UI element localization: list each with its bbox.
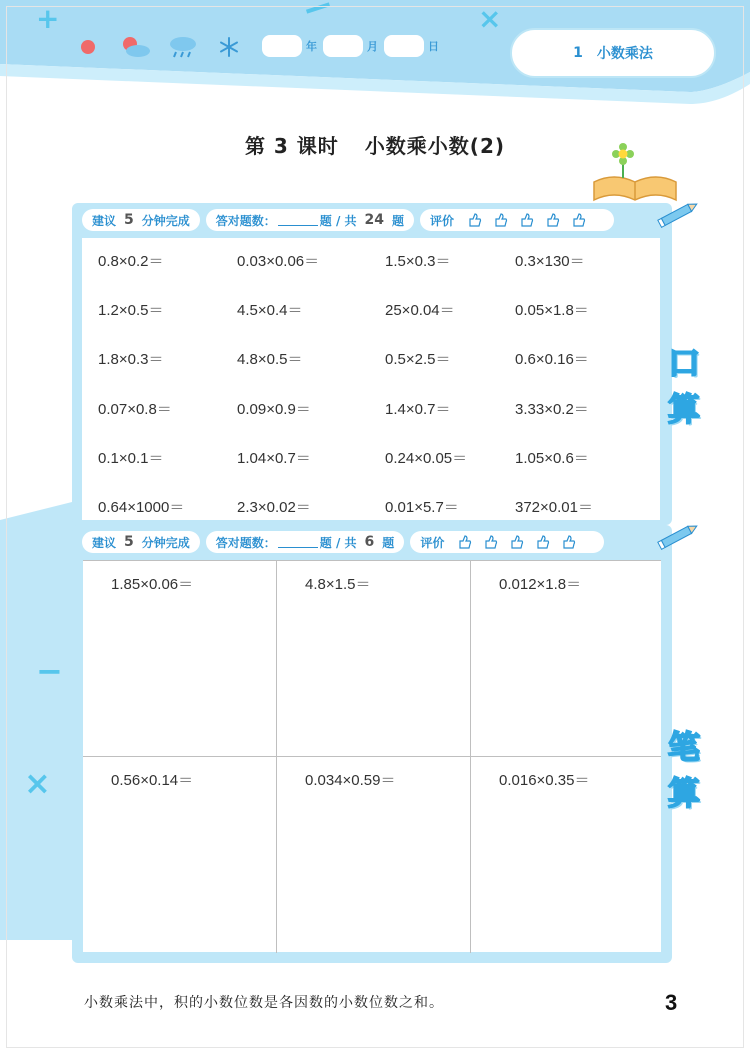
day-input[interactable] [384, 35, 424, 57]
oral-problem: 0.03×0.06＝ [237, 253, 320, 270]
oral-problem: 372×0.01＝ [515, 499, 593, 516]
written-problem-cell[interactable] [277, 757, 471, 953]
date-fields [262, 35, 445, 57]
score-field [206, 209, 414, 231]
total-prefix: 题 / 共 [319, 213, 357, 228]
pencil-icon [655, 198, 705, 228]
lesson-title: 小数乘小数(2) [364, 134, 506, 158]
total-suffix: 题 [382, 535, 395, 550]
rating-field [410, 531, 604, 553]
written-problem-cell[interactable] [83, 757, 277, 953]
suggested-time [82, 531, 200, 553]
thumbs-up-icon[interactable] [561, 534, 577, 550]
oral-problem: 0.64×1000＝ [98, 499, 185, 516]
thumbs-up-icon[interactable] [535, 534, 551, 550]
written-side-label-1: 笔 [668, 728, 701, 766]
written-problem: 0.034×0.59＝ [305, 772, 396, 789]
rating-label: 评价 [430, 213, 455, 228]
thumbs-up-icon[interactable] [545, 212, 561, 228]
oral-problem: 0.01×5.7＝ [385, 499, 459, 516]
year-label: 年 [306, 40, 317, 53]
oral-side-label-1: 口 [668, 344, 701, 382]
year-input[interactable] [262, 35, 302, 57]
oral-problem: 0.07×0.8＝ [98, 401, 172, 418]
oral-side-label-2: 算 [668, 390, 701, 428]
thumbs-up-icon[interactable] [519, 212, 535, 228]
summary-note: 小数乘法中，积的小数位数是各因数的小数位数之和。 [84, 995, 444, 1011]
thumbs-up-icon[interactable] [493, 212, 509, 228]
answered-label: 答对题数： [215, 213, 276, 228]
unit-title: 小数乘法 [596, 46, 653, 62]
month-label: 月 [367, 40, 378, 53]
sun-cloud-icon [118, 35, 152, 59]
oral-problem: 1.5×0.3＝ [385, 253, 451, 270]
oral-problem: 4.8×0.5＝ [237, 351, 303, 368]
answered-count-input[interactable] [278, 536, 318, 548]
rating-field [420, 209, 614, 231]
score-field [206, 531, 405, 553]
oral-problem: 1.2×0.5＝ [98, 302, 164, 319]
written-problem-cell[interactable] [471, 757, 661, 953]
oral-problem: 1.8×0.3＝ [98, 351, 164, 368]
minutes-value: 5 [124, 212, 134, 228]
total-count: 24 [364, 212, 385, 228]
suggest-label: 建议 [92, 213, 117, 228]
plus-decoration-icon: + [36, 2, 60, 35]
suggest-label: 建议 [92, 535, 117, 550]
snowflake-icon [218, 35, 240, 59]
written-problem: 1.85×0.06＝ [111, 576, 194, 593]
written-problem: 0.016×0.35＝ [499, 772, 590, 789]
rating-thumbs [462, 212, 592, 228]
rating-label: 评价 [420, 535, 445, 550]
oral-problem: 0.1×0.1＝ [98, 450, 164, 467]
oral-problem: 4.5×0.4＝ [237, 302, 303, 319]
suggested-time [82, 209, 200, 231]
oral-problem: 0.5×2.5＝ [385, 351, 451, 368]
total-count: 6 [364, 534, 375, 550]
oral-problem: 2.3×0.02＝ [237, 499, 311, 516]
thumbs-up-icon[interactable] [571, 212, 587, 228]
total-prefix: 题 / 共 [319, 535, 357, 550]
minutes-suffix: 分钟完成 [141, 213, 190, 228]
oral-problem: 1.05×0.6＝ [515, 450, 589, 467]
month-input[interactable] [323, 35, 363, 57]
rating-thumbs [452, 534, 582, 550]
answered-label: 答对题数： [215, 535, 276, 550]
written-side-label-2: 算 [668, 774, 701, 812]
unit-number: 1 [573, 45, 583, 61]
minus-decoration-icon: − [36, 652, 63, 690]
oral-problem: 25×0.04＝ [385, 302, 455, 319]
day-label: 日 [428, 40, 439, 53]
thumbs-up-icon[interactable] [483, 534, 499, 550]
total-suffix: 题 [392, 213, 405, 228]
rain-cloud-icon [166, 35, 200, 59]
written-problem: 0.56×0.14＝ [111, 772, 194, 789]
written-problem-table [83, 560, 661, 952]
times-decoration-icon: × [24, 764, 51, 802]
oral-problem-grid [98, 246, 658, 516]
oral-problem: 0.8×0.2＝ [98, 253, 164, 270]
pencil-icon [655, 520, 705, 550]
oral-problem: 1.04×0.7＝ [237, 450, 311, 467]
written-problem: 4.8×1.5＝ [305, 576, 371, 593]
written-problem-cell[interactable] [277, 561, 471, 757]
oral-problem: 0.6×0.16＝ [515, 351, 589, 368]
thumbs-up-icon[interactable] [467, 212, 483, 228]
sun-icon [78, 35, 98, 59]
oral-problem: 0.09×0.9＝ [237, 401, 311, 418]
oral-problem: 3.33×0.2＝ [515, 401, 589, 418]
oral-problem: 1.4×0.7＝ [385, 401, 451, 418]
page-number: 3 [665, 990, 678, 1015]
thumbs-up-icon[interactable] [457, 534, 473, 550]
unit-badge [510, 28, 716, 78]
lesson-number: 第 3 课时 [244, 134, 339, 158]
times-decoration-icon: × [478, 2, 502, 35]
written-problem-cell[interactable] [83, 561, 277, 757]
answered-count-input[interactable] [278, 214, 318, 226]
minutes-value: 5 [124, 534, 134, 550]
oral-problem: 0.24×0.05＝ [385, 450, 468, 467]
written-info-bar [82, 531, 610, 553]
oral-problem: 0.3×130＝ [515, 253, 585, 270]
minutes-suffix: 分钟完成 [141, 535, 190, 550]
oral-info-bar [82, 209, 620, 231]
written-problem: 0.012×1.8＝ [499, 576, 582, 593]
oral-problem: 0.05×1.8＝ [515, 302, 589, 319]
written-problem-cell[interactable] [471, 561, 661, 757]
thumbs-up-icon[interactable] [509, 534, 525, 550]
